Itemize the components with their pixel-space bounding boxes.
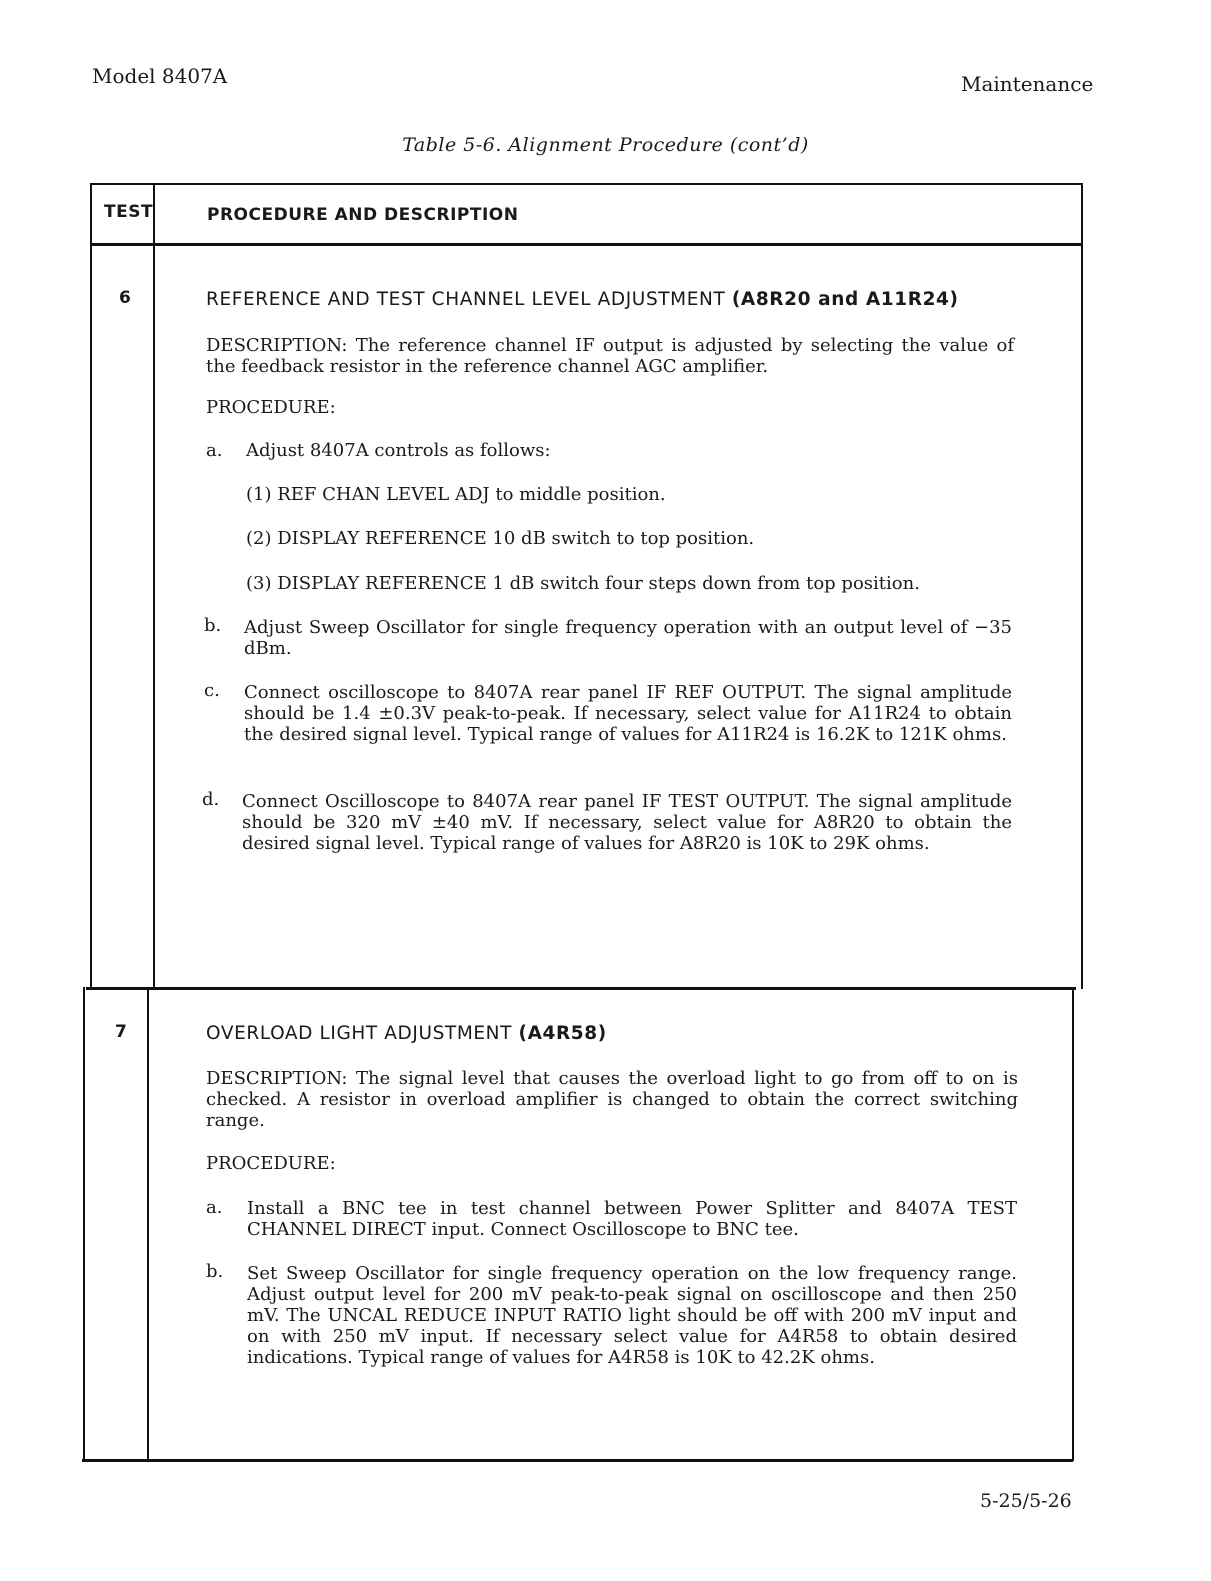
step-text: Install a BNC tee in test channel between Power Splitter and 8407A TEST CHANNEL DIRECT input. Connect Oscilloscope to BNC tee. [247,1198,1017,1240]
table-border-bottom [82,1459,1073,1462]
step-letter: c. [204,680,220,701]
sub-step: (1) REF CHAN LEVEL ADJ to middle position. [246,484,666,505]
table-column-divider [153,183,155,989]
table-caption: Table 5-6. Alignment Procedure (cont’d) [402,134,809,156]
step-text: Adjust 8407A controls as follows: [246,440,551,461]
header-model: Model 8407A [92,64,228,88]
header-section: Maintenance [961,72,1094,96]
step-text: Connect Oscilloscope to 8407A rear panel IF TEST OUTPUT. The signal amplitude should be 320 mV ±40 mV. If necessary, select value for A8R20 to obtain the desired signal level. Typical range of values for A8R20 is 10K to 29K ohms. [242,791,1012,854]
test-number: 7 [115,1022,127,1042]
sub-step: (2) DISPLAY REFERENCE 10 dB switch to top position. [246,528,755,549]
table-border-right-lower [1072,987,1074,1461]
step-text: Connect oscilloscope to 8407A rear panel IF REF OUTPUT. The signal amplitude should be 1.4 ±0.3V peak-to-peak. If necessary, select value for A11R24 to obtain the desired signal level. Typical range of values for A11R24 is 16.2K to 121K ohms. [244,682,1012,745]
table-row-divider [86,987,1076,990]
section-title-text: REFERENCE AND TEST CHANNEL LEVEL ADJUSTMENT [206,289,726,310]
step-letter: b. [204,615,222,636]
column-header-test: TEST [104,202,154,222]
step-letter: a. [206,1197,223,1218]
step-text: Set Sweep Oscillator for single frequency operation on the low frequency range. Adjust output level for 200 mV peak-to-peak signal on oscilloscope and then 250 mV. The UNCAL REDUCE INPUT RATIO light should be off with 200 mV input and on with 250 mV input. If necessary select value for A4R58 to obtain desired indications. Typical range of values for A4R58 is 10K to 42.2K ohms. [247,1263,1017,1368]
section-title-text: OVERLOAD LIGHT ADJUSTMENT [206,1023,513,1044]
table-border-left [90,183,92,989]
procedure-label: PROCEDURE: [206,397,336,418]
sub-step: (3) DISPLAY REFERENCE 1 dB switch four steps down from top position. [246,573,920,594]
section-title [206,289,959,310]
table-column-divider-lower [147,987,149,1461]
procedure-label: PROCEDURE: [206,1153,336,1174]
section-title [206,1023,607,1044]
test-number: 6 [119,288,131,308]
step-text: Adjust Sweep Oscillator for single frequency operation with an output level of −35 dBm. [244,617,1012,659]
table-border-right [1081,183,1083,989]
page-number: 5-25/5-26 [980,1490,1072,1512]
step-letter: d. [202,789,220,810]
section-title-ref: (A4R58) [518,1023,607,1044]
section-title-ref: (A8R20 and A11R24) [731,289,959,310]
step-letter: b. [206,1261,224,1282]
description-paragraph: DESCRIPTION: The signal level that causes the overload light to go from off to on is checked. A resistor in overload amplifier is changed to obtain the correct switching range. [206,1068,1018,1131]
column-header-procedure: PROCEDURE AND DESCRIPTION [207,205,519,225]
description-paragraph: DESCRIPTION: The reference channel IF output is adjusted by selecting the value of the feedback resistor in the reference channel AGC amplifier. [206,335,1014,377]
table-border-left-lower [83,987,85,1461]
step-letter: a. [206,440,223,461]
table-border-top [90,183,1083,185]
table-header-rule [90,243,1083,246]
